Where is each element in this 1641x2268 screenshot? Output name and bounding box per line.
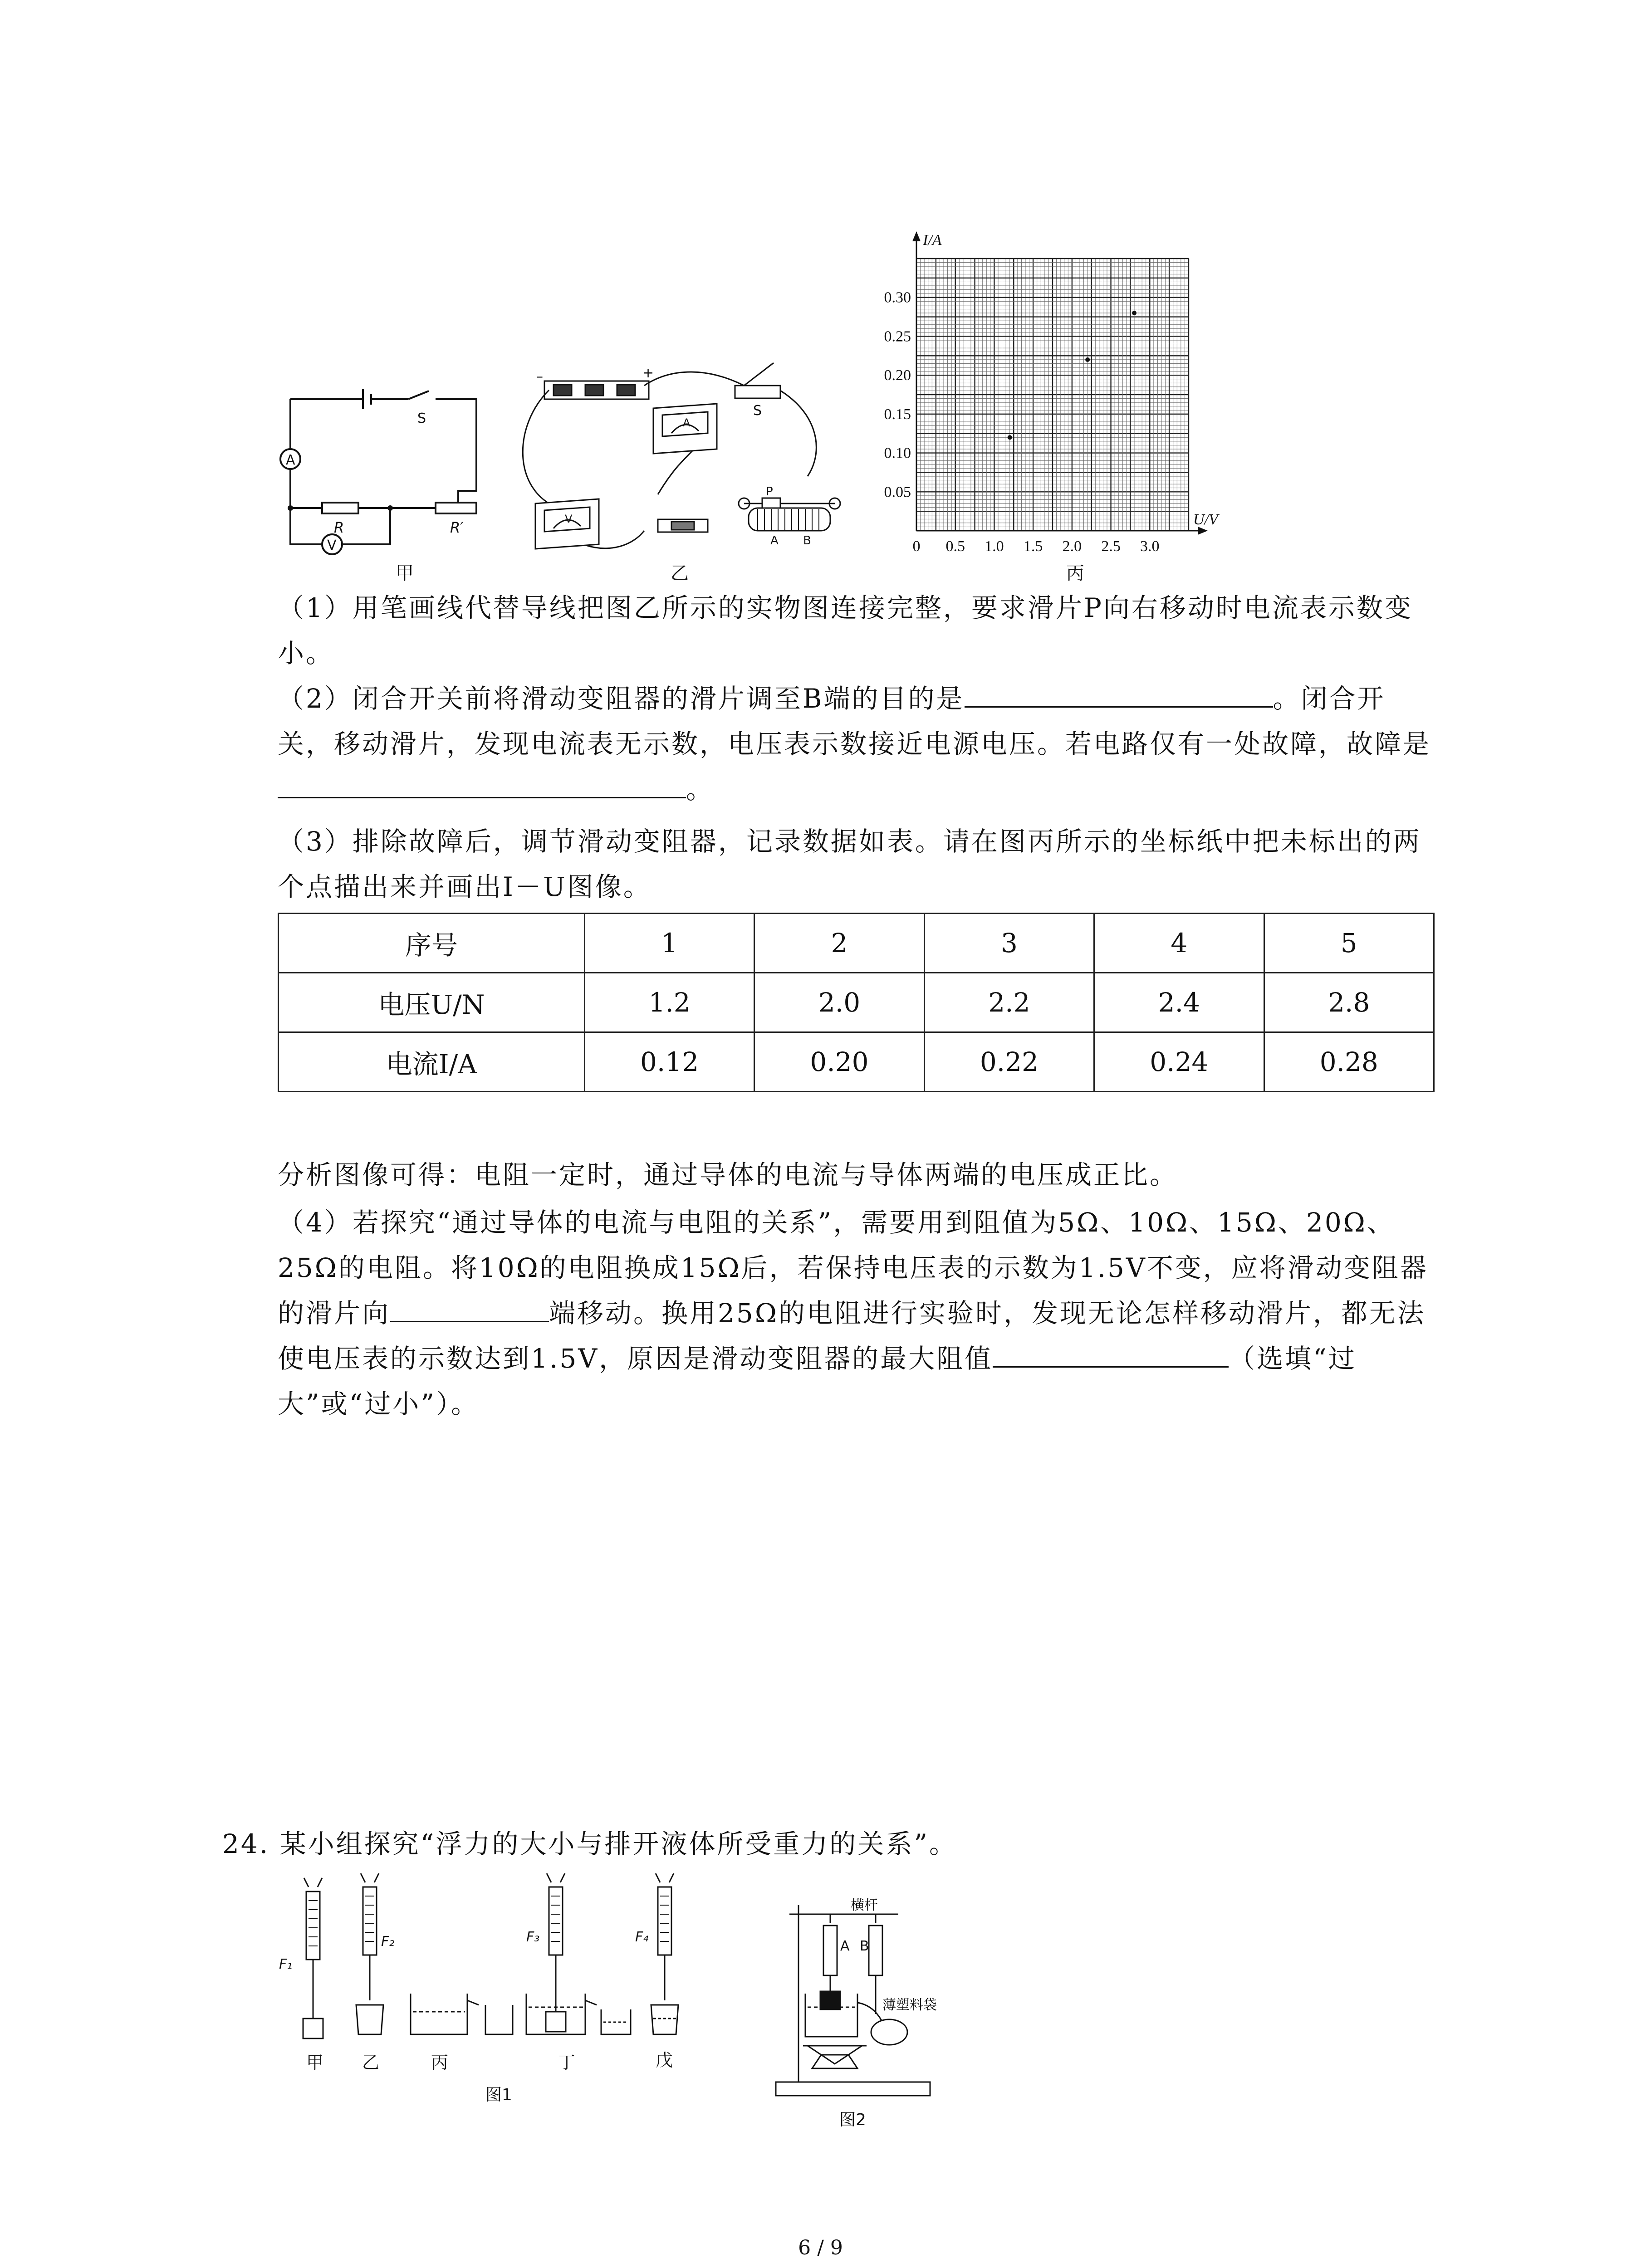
slider-p-label: P: [766, 485, 773, 499]
y-tick-label: 0.20: [884, 367, 911, 384]
table-cell: 0.24: [1094, 1032, 1264, 1092]
figure1-label-ding: 丁: [558, 2053, 576, 2072]
x-axis-label: U/V: [1193, 511, 1218, 528]
table-cell: 5: [1264, 914, 1434, 973]
question-4: [278, 1200, 1439, 1427]
table-cell: 2.0: [754, 973, 924, 1032]
figure-label-bing: 丙: [1066, 563, 1084, 584]
ammeter-dial-label: A: [683, 416, 691, 429]
data-point: [1008, 435, 1012, 440]
ammeter-label: A: [286, 452, 295, 468]
figure-label-yi: 乙: [671, 563, 689, 584]
page-number: 6 / 9: [798, 2236, 843, 2259]
question-4-text-c: （选填“过大”或“过小”）。: [278, 1343, 1357, 1419]
battery-minus-label: –: [536, 369, 543, 385]
y-tick-label: 0.10: [884, 445, 911, 462]
x-tick-label: 0.5: [945, 538, 965, 555]
scale-b-label: B: [860, 1938, 869, 1954]
y-tick-label: 0.15: [884, 406, 911, 423]
question-3: （3）排除故障后，调节滑动变阻器，记录数据如表。请在图丙所示的坐标纸中把未标出的两个点描出来并画出I－U图像。: [278, 826, 1421, 902]
table-cell: 电流I/A: [279, 1032, 585, 1092]
figure1-label-jia: 甲: [306, 2053, 324, 2072]
table-row: [279, 1032, 1434, 1092]
x-tick-label: 2.0: [1062, 538, 1082, 555]
data-point: [1132, 311, 1136, 315]
rheostat-end-a-label: A: [770, 534, 779, 547]
battery-plus-label: +: [642, 365, 654, 381]
table-cell: 0.22: [924, 1032, 1094, 1092]
iu-graph-chart: [876, 218, 1220, 562]
answer-blank-2a[interactable]: [965, 678, 1273, 708]
table-cell: 2.2: [924, 973, 1094, 1032]
question-24: 24. 某小组探究“浮力的大小与排开液体所受重力的关系”。: [222, 1828, 957, 1859]
table-cell: 序号: [279, 914, 585, 973]
physical-switch-label: S: [753, 403, 762, 419]
table-cell: 电压U/N: [279, 973, 585, 1032]
scale-a-label: A: [840, 1938, 850, 1954]
buoyancy-figure-1: [272, 1873, 749, 2127]
buoyancy-figure-2: [767, 1896, 957, 2132]
rheostat-end-b-label: B: [803, 534, 811, 547]
figure1-caption: 图1: [485, 2086, 512, 2104]
force-label-f3: F₃: [526, 1929, 540, 1945]
table-cell: 0.20: [754, 1032, 924, 1092]
table-row: [279, 973, 1434, 1032]
figure-label-jia: 甲: [396, 563, 414, 584]
figure2-caption: 图2: [839, 2111, 866, 2129]
table-cell: 2.8: [1264, 973, 1434, 1032]
question-1: （1）用笔画线代替导线把图乙所示的实物图连接完整，要求滑片P向右移动时电流表示数变小。: [278, 592, 1413, 669]
circuit-diagram-jia: [272, 372, 490, 572]
question-2-text-b: 。闭合开关，移动滑片，发现电流表无示数，电压表示数接近电源电压。若电路仅有一处故障，故障是: [278, 683, 1431, 759]
resistor-label: R: [334, 519, 344, 536]
switch-label: S: [417, 411, 426, 426]
rheostat-label: R′: [450, 519, 464, 536]
voltmeter-label: V: [327, 538, 337, 553]
figure1-label-wu: 戊: [656, 2050, 673, 2070]
x-tick-label: 2.5: [1101, 538, 1121, 555]
figure1-label-bing: 丙: [431, 2053, 449, 2072]
table-cell: 3: [924, 914, 1094, 973]
answer-blank-4b[interactable]: [993, 1338, 1229, 1368]
table-cell: 0.28: [1264, 1032, 1434, 1092]
crossbar-label: 横杆: [851, 1897, 878, 1913]
x-tick-label: 3.0: [1140, 538, 1160, 555]
table-cell: 2: [754, 914, 924, 973]
question-4-text-a: （4）若探究“通过导体的电流与电阻的关系”，需要用到阻值为5Ω、10Ω、15Ω、20Ω、25Ω的电阻。将10Ω的电阻换成15Ω后，若保持电压表的示数为1.5V不变，应将滑动变阻器的滑片向: [278, 1207, 1428, 1329]
data-table: [278, 913, 1435, 1092]
question-2: [278, 676, 1439, 812]
question-2-text-c: 。: [686, 774, 715, 805]
force-label-f2: F₂: [381, 1934, 395, 1950]
table-cell: 1.2: [584, 973, 754, 1032]
question-4-text-b: 端移动。换用25Ω的电阻进行实验时，发现无论怎样移动滑片，都无法使电压表的示数达到1.5V，原因是滑动变阻器的最大阻值: [278, 1298, 1425, 1374]
table-cell: 0.12: [584, 1032, 754, 1092]
table-cell: 1: [584, 914, 754, 973]
x-tick-label: 0: [912, 538, 921, 555]
table-row: [279, 914, 1434, 973]
figure1-label-yi: 乙: [362, 2053, 380, 2072]
physical-circuit-yi: [508, 358, 871, 572]
force-label-f4: F₄: [635, 1929, 649, 1945]
table-cell: 2.4: [1094, 973, 1264, 1032]
voltmeter-dial-label: V: [565, 513, 573, 525]
question-2-text-a: （2）闭合开关前将滑动变阻器的滑片调至B端的目的是: [278, 683, 965, 714]
data-point: [1085, 357, 1090, 362]
answer-blank-4a[interactable]: [390, 1293, 549, 1322]
y-tick-label: 0.30: [884, 289, 911, 306]
x-tick-label: 1.5: [1023, 538, 1043, 555]
y-axis-arrow: [912, 231, 921, 241]
y-tick-label: 0.05: [884, 484, 911, 501]
y-tick-label: 0.25: [884, 328, 911, 345]
force-label-f1: F₁: [279, 1956, 293, 1972]
analysis-conclusion: 分析图像可得：电阻一定时，通过导体的电流与导体两端的电压成正比。: [278, 1159, 1178, 1190]
plastic-bag-label: 薄塑料袋: [882, 1997, 937, 2013]
x-tick-label: 1.0: [985, 538, 1004, 555]
y-axis-label: I/A: [923, 232, 942, 249]
answer-blank-2b[interactable]: [278, 769, 686, 798]
table-cell: 4: [1094, 914, 1264, 973]
